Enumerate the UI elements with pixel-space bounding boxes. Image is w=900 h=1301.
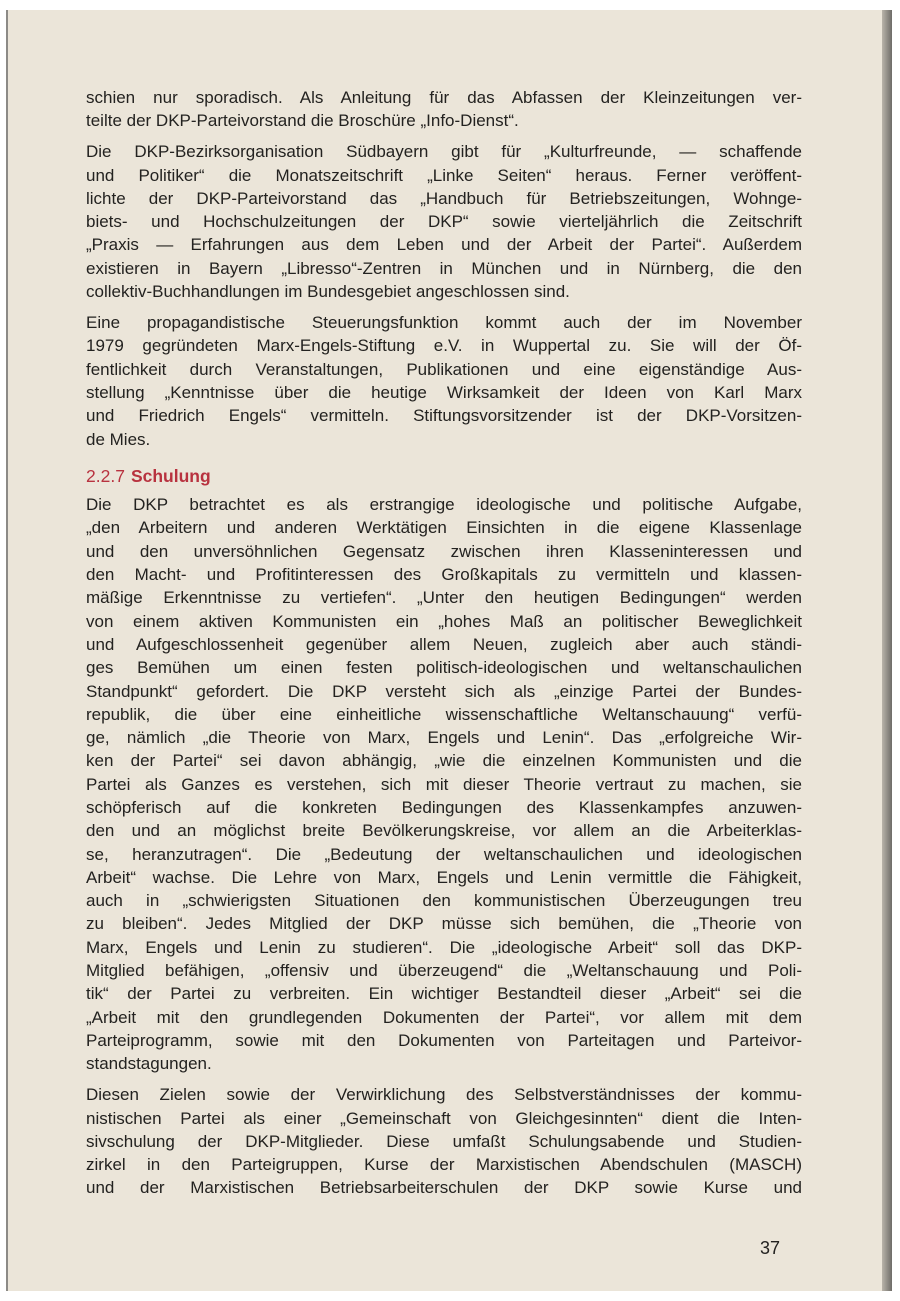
text-line: sivschulung der DKP-Mitglieder. Diese umfaßt Schulungsabende und Studien- xyxy=(86,1131,802,1151)
text-line: lichte der DKP-Parteivorstand das „Handbuch für Betriebszeitungen, Wohnge- xyxy=(86,188,802,208)
paragraph xyxy=(86,311,802,451)
paragraph xyxy=(86,140,802,303)
text-line: schöpferisch auf die konkreten Bedingungen des Klassenkampfes anzuwen- xyxy=(86,797,802,817)
text-line: „Arbeit mit den grundlegenden Dokumenten der Partei“, vor allem mit dem xyxy=(86,1007,802,1027)
text-line: Standpunkt“ gefordert. Die DKP versteht sich als „einzige Partei der Bundes- xyxy=(86,681,802,701)
paragraphs-before-section xyxy=(86,86,802,451)
section-heading xyxy=(86,465,802,488)
text-line: collektiv-Buchhandlungen im Bundesgebiet angeschlossen sind. xyxy=(86,282,570,302)
text-line: standstagungen. xyxy=(86,1054,212,1074)
text-line: se, heranzutragen“. Die „Bedeutung der weltanschaulichen und ideologischen xyxy=(86,844,802,864)
text-line: Partei als Ganzes es verstehen, sich mit dieser Theorie vertraut zu machen, sie xyxy=(86,774,802,794)
text-line: ge, nämlich „die Theorie von Marx, Engels und Lenin“. Das „erfolgreiche Wir- xyxy=(86,728,802,748)
text-line: schien nur sporadisch. Als Anleitung für das Abfassen der Kleinzeitungen ver- xyxy=(86,88,802,107)
section-paragraphs xyxy=(86,493,802,1200)
paragraph xyxy=(86,493,802,1075)
text-line: ken der Partei“ sei davon abhängig, „wie die einzelnen Kommunisten und die xyxy=(86,751,802,771)
text-line: Die DKP betrachtet es als erstrangige ideologische und politische Aufgabe, xyxy=(86,495,802,515)
section-number: 2.2.7 xyxy=(86,465,125,486)
section-title: Schulung xyxy=(130,465,211,486)
text-line: 1979 gegründeten Marx-Engels-Stiftung e.V. in Wuppertal zu. Sie will der Öf- xyxy=(86,336,802,356)
text-line: und den unversöhnlichen Gegensatz zwischen ihren Klasseninteressen und xyxy=(86,541,802,561)
text-line: nistischen Partei als einer „Gemeinschaft von Gleichgesinnten“ dient die Inten- xyxy=(86,1108,802,1128)
text-line: Die DKP-Bezirksorganisation Südbayern gibt für „Kulturfreunde, — schaffende xyxy=(86,142,802,162)
text-line: Mitglied befähigen, „offensiv und überzeugend“ die „Weltanschauung und Poli- xyxy=(86,961,802,981)
text-line: „Praxis — Erfahrungen aus dem Leben und der Arbeit der Partei“. Außerdem xyxy=(86,235,802,255)
text-line: Diesen Zielen sowie der Verwirklichung des Selbstverständnisses der kommu- xyxy=(86,1085,802,1105)
text-line: und der Marxistischen Betriebsarbeiterschulen der DKP sowie Kurse und xyxy=(86,1178,802,1198)
page-edge-shadow xyxy=(882,10,892,1291)
page-body xyxy=(86,86,802,1207)
text-line: Eine propagandistische Steuerungsfunktion kommt auch der im November xyxy=(86,313,802,333)
text-line: biets- und Hochschulzeitungen der DKP“ sowie vierteljährlich die Zeitschrift xyxy=(86,212,802,232)
text-line: de Mies. xyxy=(86,429,151,449)
text-line: und Politiker“ die Monatszeitschrift „Linke Seiten“ heraus. Ferner veröffent- xyxy=(86,165,802,185)
text-line: Marx, Engels und Lenin zu studieren“. Die „ideologische Arbeit“ soll das DKP- xyxy=(86,937,802,957)
text-line: mäßige Erkenntnisse zu vertiefen“. „Unter den heutigen Bedingungen“ werden xyxy=(86,588,802,608)
text-line: existieren in Bayern „Libresso“-Zentren in München und in Nürnberg, die den xyxy=(86,258,802,278)
page-number: 37 xyxy=(760,1238,781,1258)
text-line: stellung „Kenntnisse über die heutige Wirksamkeit der Ideen von Karl Marx xyxy=(86,382,802,402)
text-line: republik, die über eine einheitliche wissenschaftliche Weltanschauung“ verfü- xyxy=(86,704,802,724)
text-line: auch in „schwierigsten Situationen den kommunistischen Überzeugungen treu xyxy=(86,891,802,911)
text-line: zirkel in den Parteigruppen, Kurse der Marxistischen Abendschulen (MASCH) xyxy=(86,1155,802,1175)
text-line: tik“ der Partei zu verbreiten. Ein wichtiger Bestandteil dieser „Arbeit“ sei die xyxy=(86,984,802,1004)
text-line: und Friedrich Engels“ vermitteln. Stiftungsvorsitzender ist der DKP-Vorsitzen- xyxy=(86,406,802,426)
text-line: und Aufgeschlossenheit gegenüber allem Neuen, zugleich aber auch ständi- xyxy=(86,634,802,654)
text-line: von einem aktiven Kommunisten ein „hohes Maß an politischer Beweglichkeit xyxy=(86,611,802,631)
text-line: Parteiprogramm, sowie mit den Dokumenten von Parteitagen und Parteivor- xyxy=(86,1030,802,1050)
text-line: „den Arbeitern und anderen Werktätigen Einsichten in die eigene Klassenlage xyxy=(86,518,802,538)
paragraph xyxy=(86,86,802,133)
text-line: ges Bemühen um einen festen politisch-ideologischen und weltanschaulichen xyxy=(86,658,802,678)
text-line: teilte der DKP-Parteivorstand die Broschüre „Info-Dienst“. xyxy=(86,111,519,131)
paragraph xyxy=(86,1083,802,1199)
text-line: Arbeit“ wachse. Die Lehre von Marx, Engels und Lenin vermittle die Fähigkeit, xyxy=(86,867,802,887)
text-line: zu bleiben“. Jedes Mitglied der DKP müsse sich bemühen, die „Theorie von xyxy=(86,914,802,934)
text-line: den und an möglichst breite Bevölkerungskreise, vor allem an die Arbeiterklas- xyxy=(86,821,802,841)
text-line: den Macht- und Profitinteressen des Großkapitals zu vermitteln und klassen- xyxy=(86,565,802,585)
text-line: fentlichkeit durch Veranstaltungen, Publikationen und eine eigenständige Aus- xyxy=(86,359,802,379)
